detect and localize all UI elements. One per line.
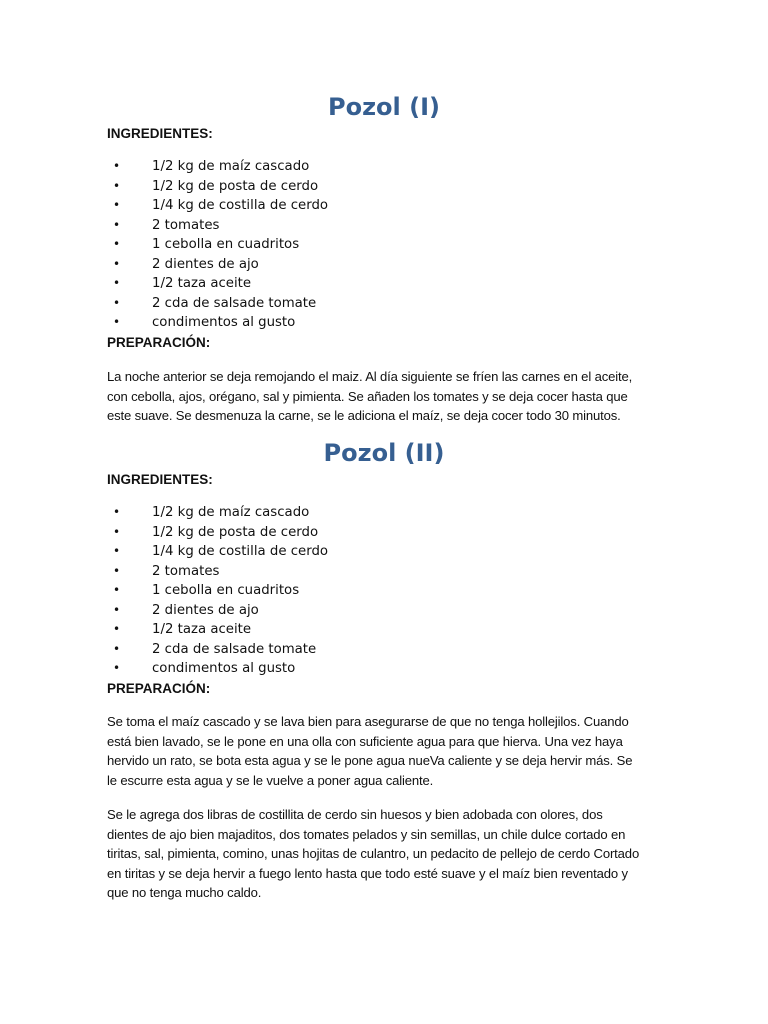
preparation-label-1: PREPARACIÓN:	[107, 335, 211, 350]
paragraph-line: con cebolla, ajos, orégano, sal y pimienta. Se añaden los tomates y se deja cocer hasta que	[107, 388, 628, 404]
ingredient-text: 2 tomates	[152, 563, 220, 579]
bullet-icon: •	[113, 256, 121, 271]
preparation-paragraph-1-1	[107, 367, 667, 426]
bullet-icon: •	[113, 159, 121, 173]
bullet-icon: •	[113, 544, 121, 558]
ingredients-label-1: INGREDIENTES:	[107, 126, 213, 141]
ingredient-text: 2 tomates	[152, 217, 220, 233]
ingredient-text: 1/2 kg de posta de cerdo	[152, 524, 319, 540]
ingredient-text: 1/2 taza aceite	[152, 622, 252, 637]
paragraph-line: que no tenga mucho caldo.	[107, 885, 262, 900]
bullet-icon: •	[113, 563, 121, 578]
bullet-icon: •	[113, 641, 121, 656]
paragraph-line: Se le agrega dos libras de costillita de cerdo sin huesos y bien adobada con olores, dos	[107, 807, 603, 822]
ingredient-text: 2 dientes de ajo	[152, 602, 259, 618]
bullet-icon: •	[113, 237, 121, 251]
ingredient-text: 2 dientes de ajo	[152, 256, 259, 272]
ingredient-text: 1/4 kg de costilla de cerdo	[152, 544, 329, 559]
ingredient-text: 1/2 kg de posta de cerdo	[152, 178, 319, 194]
ingredient-text: 1/2 kg de maíz cascado	[152, 159, 310, 174]
recipe-title-1: Pozol (I)	[328, 93, 440, 121]
paragraph-line: en tiritas y se deja hervir a fuego lento hasta que todo esté suave y el maíz bien reventado y	[107, 865, 628, 881]
ingredient-text: 1/2 kg de maíz cascado	[152, 505, 310, 520]
bullet-icon: •	[113, 661, 121, 675]
bullet-icon: •	[113, 276, 121, 290]
bullet-icon: •	[113, 524, 121, 539]
paragraph-line: le escurre esta agua y se le vuelve a poner agua caliente.	[107, 772, 434, 788]
bullet-icon: •	[113, 217, 121, 232]
paragraph-line: dientes de ajo bien majaditos, dos tomates pelados y sin semillas, un chile dulce cortado en	[107, 826, 626, 842]
paragraph-line: Se toma el maíz cascado y se lava bien para asegurarse de que no tenga hollejilos. Cuando	[107, 714, 629, 729]
paragraph-line: hervido un rato, se bota esta agua y se le pone agua nueVa caliente y se deja hervir más. Se	[107, 753, 633, 768]
ingredient-text: 1/4 kg de costilla de cerdo	[152, 198, 329, 213]
bullet-icon: •	[113, 295, 121, 310]
paragraph-line: La noche anterior se deja remojando el maiz. Al día siguiente se fríen las carnes en el aceite,	[107, 369, 633, 384]
bullet-icon: •	[113, 315, 121, 329]
bullet-icon: •	[113, 505, 121, 519]
preparation-paragraph-2-2	[107, 805, 667, 903]
paragraph-line: tiritas, sal, pimienta, comino, unas hojitas de culantro, un pedacito de pellejo de cerdo Cortado	[107, 846, 640, 861]
bullet-icon: •	[113, 583, 121, 597]
ingredient-text: 2 cda de salsade tomate	[152, 295, 317, 311]
recipe-title-2: Pozol (II)	[323, 439, 445, 467]
ingredient-text: 1 cebolla en cuadritos	[152, 583, 300, 598]
bullet-icon: •	[113, 198, 121, 212]
ingredient-text: condimentos al gusto	[152, 315, 296, 330]
ingredient-text: condimentos al gusto	[152, 661, 296, 676]
bullet-icon: •	[113, 178, 121, 193]
ingredients-label-2: INGREDIENTES:	[107, 472, 213, 487]
bullet-icon: •	[113, 602, 121, 617]
ingredient-text: 1/2 taza aceite	[152, 276, 252, 291]
bullet-icon: •	[113, 622, 121, 636]
paragraph-line: está bien lavado, se le pone en una olla con suficiente agua para que hierva. Una vez haya	[107, 733, 623, 749]
preparation-paragraph-2-1	[107, 712, 667, 790]
ingredient-text: 2 cda de salsade tomate	[152, 641, 317, 657]
preparation-label-2: PREPARACIÓN:	[107, 681, 211, 696]
ingredient-text: 1 cebolla en cuadritos	[152, 237, 300, 252]
paragraph-line: este suave. Se desmenuza la carne, se le adiciona el maíz, se deja cocer todo 30 minutos.	[107, 408, 621, 423]
